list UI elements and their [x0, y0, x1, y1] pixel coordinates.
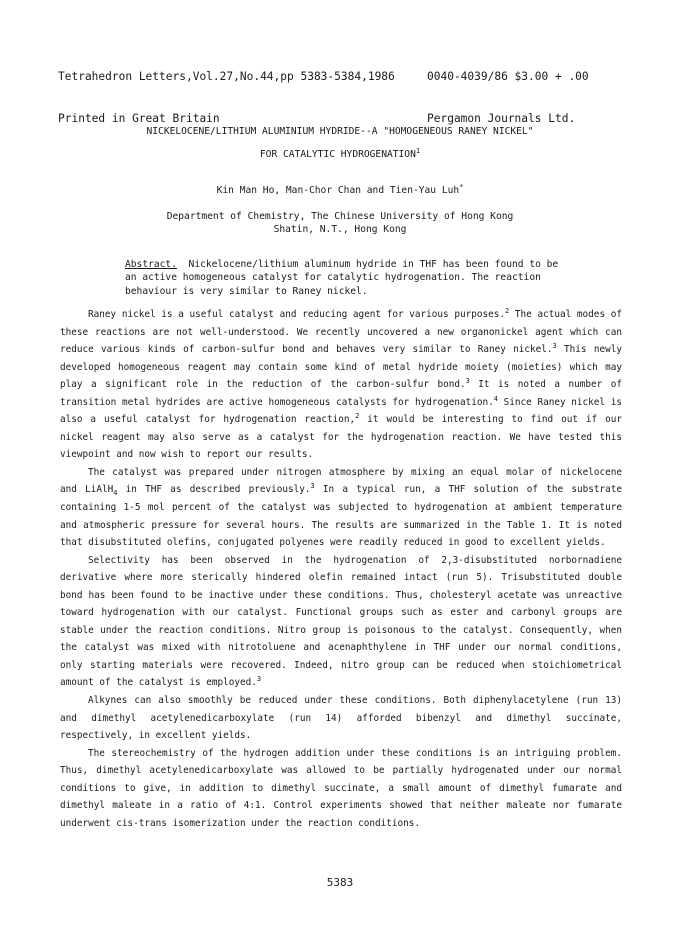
page-number: 5383	[326, 876, 354, 889]
footnote-ref: 4	[493, 394, 498, 403]
paragraph-alkynes: Alkynes can also smoothly be reduced under these conditions. Both diphenylacetylene (run 13) and dimethyl acetylenedicarboxylate (run 14) afforded bibenzyl and dimethyl succinate, respectively, in excellent yields.	[60, 695, 622, 742]
issn-price-line: 0040-4039/86 $3.00 + .00	[427, 70, 589, 83]
corresponding-mark: *	[459, 182, 464, 191]
text-run: Selectivity has been observed in the hydrogenation of 2,3-disubstituted norbornadiene derivative where more sterically hindered olefin remained intact (run 5). Trisubstituted double bond has been found to be inactive under these conditions. Thus, cholesteryl acetate was unreactive toward hydrogenation with our catalyst. Functional groups such as ester and carbonyl groups are stable under the reaction conditions. Nitro group is poisonous to the catalyst. Consequently, when the catalyst was mixed with nitrotoluene and acenaphthylene in THF under our normal conditions, only starting materials were recovered. Indeed, nitro group can be reduced when stoichiometrical amount of the catalyst is employed.	[60, 554, 622, 689]
affiliation-line1	[0, 210, 680, 224]
citation-line: Tetrahedron Letters,Vol.27,No.44,pp 5383-5384,1986	[58, 70, 395, 83]
affiliation-line2	[0, 223, 680, 237]
paper-title-line2	[0, 148, 680, 162]
footnote-ref: 2	[505, 306, 510, 315]
abstract	[125, 258, 575, 298]
affiliation-text: Shatin, N.T., Hong Kong	[273, 224, 407, 235]
text-run: The catalyst was prepared under nitrogen atmosphere by mixing an equal molar of nickelocene and LiAlH	[60, 466, 622, 496]
author-names: Kin Man Ho, Man-Chor Chan and Tien-Yau Luh	[216, 185, 460, 196]
abstract-text: Nickelocene/lithium aluminum hydride in THF has been found to be an active homogeneous catalyst for catalytic hydrogenation. The reaction behaviour is very similar to Raney nickel.	[125, 259, 559, 297]
title-text: FOR CATALYTIC HYDROGENATION	[259, 149, 416, 160]
printed-in-line: Printed in Great Britain	[58, 112, 220, 125]
footnote-ref: 3	[465, 377, 470, 386]
paragraph-stereochemistry: The stereochemistry of the hydrogen addition under these conditions is an intriguing problem. Thus, dimethyl acetylenedicarboxylate was allowed to be partially hydrogenated under our normal conditions to give, in addition to dimethyl succinate, a small amount of dimethyl fumarate and dimethyl maleate in a ratio of 4:1. Control experiments showed that neither maleate nor fumarate underwent cis-trans isomerization under the reaction conditions.	[60, 747, 622, 829]
text-run: it would be interesting to find out if our nickel reagent may also serve as a catalyst for the hydrogenation reaction. We have tested this viewpoint and now wish to report our results.	[60, 414, 622, 461]
footnote-ref: 2	[355, 412, 360, 421]
publisher-line: Pergamon Journals Ltd.	[427, 112, 576, 125]
paragraph-catalyst-prep	[60, 464, 622, 552]
subscript: 4	[113, 489, 118, 498]
text-run: This newly developed homogeneous reagent may contain some kind of metal hydride moiety (moieties) which may play a significant role in the reduction of the carbon-sulfur bond.	[60, 344, 622, 391]
affiliation-text: Department of Chemistry, The Chinese University of Hong Kong	[166, 211, 514, 222]
text-run: The actual modes of these reactions are not well-understood. We recently uncovered a new organonickel agent which can reduce various kinds of carbon-sulfur bond and behaves very similar to Raney nickel.	[60, 309, 623, 356]
abstract-label: Abstract.	[125, 259, 177, 270]
text-run: In a typical run, a THF solution of the substrate containing 1-5 mol percent of the catalyst was subjected to hydrogenation at ambient temperature and atmospheric pressure for several hours. The results are summarized in the Table 1. It is noted that disubstituted olefins, conjugated polyenes were readily reduced in good to excellent yields.	[60, 484, 622, 549]
paragraph-intro	[60, 306, 622, 464]
paper-title-line1	[0, 125, 680, 139]
title-text: NICKELOCENE/LITHIUM ALUMINIUM HYDRIDE--A "HOMOGENEOUS RANEY NICKEL"	[146, 126, 534, 137]
paragraph-selectivity	[60, 552, 622, 692]
text-run: It is noted a number of transition metal hydrides are active homogeneous catalysts for hydrogenation.	[60, 379, 623, 408]
footnote-ref: 3	[552, 341, 557, 350]
footnote-ref: 3	[310, 482, 315, 491]
footnote-ref: 1	[415, 146, 421, 155]
text-run: Since Raney nickel is also a useful catalyst for hydrogenation reaction,	[60, 396, 622, 426]
article-body	[60, 306, 622, 832]
authors	[0, 184, 680, 198]
text-run: Raney nickel is a useful catalyst and reducing agent for various purposes.	[88, 309, 506, 320]
text-run: in THF as described previously.	[117, 484, 311, 496]
footnote-ref: 3	[256, 675, 262, 684]
